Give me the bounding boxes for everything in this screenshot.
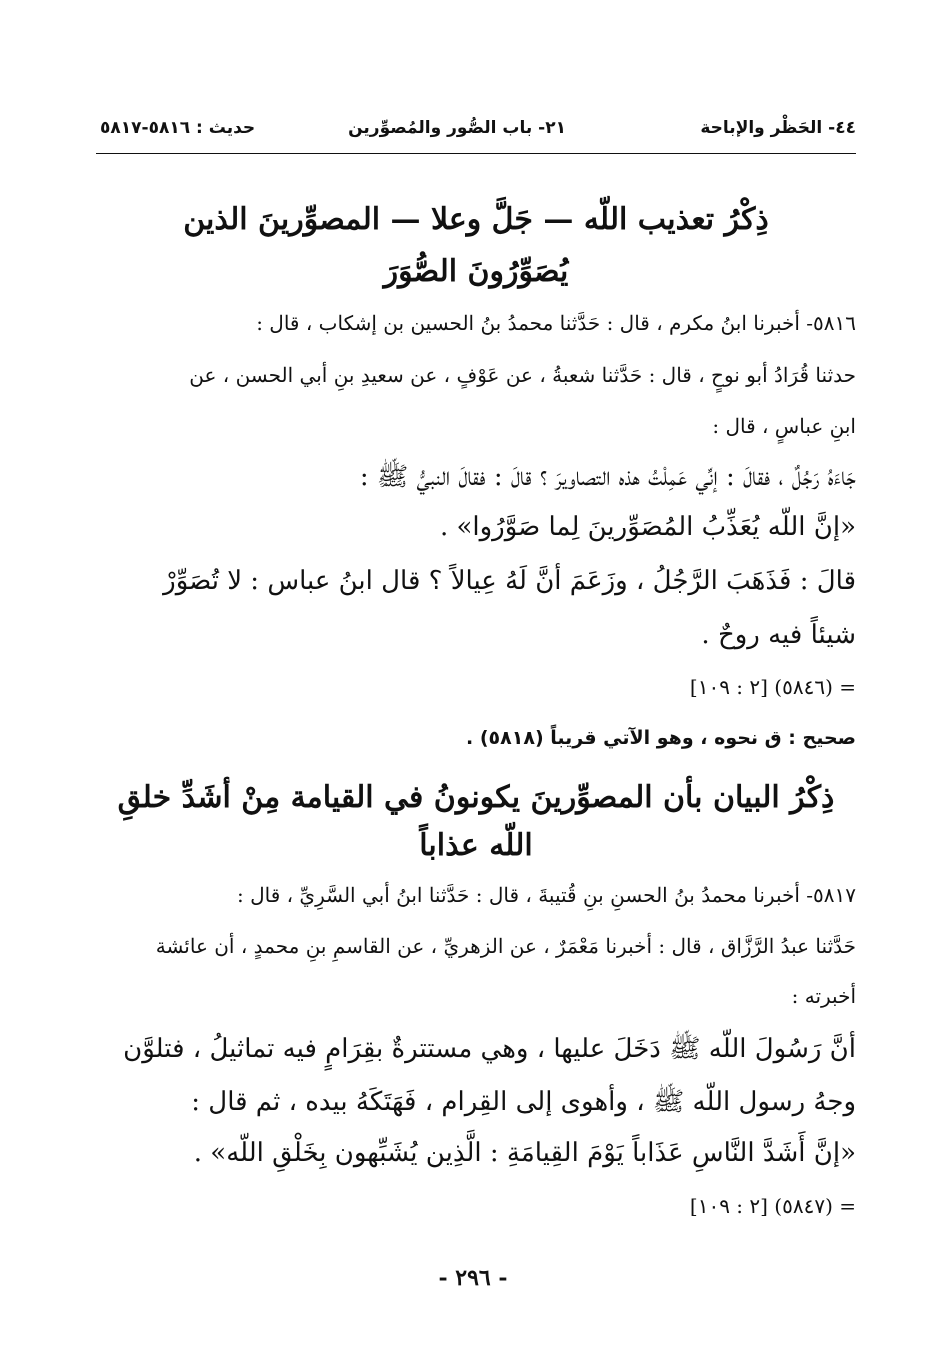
hadith-5816-isnad-line-3: ابنِ عباسٍ ، قال : — [712, 414, 856, 438]
chapter-title: ٤٤- الحَظْر والإباحة — [700, 118, 856, 138]
hadith-5816-matn-line-2: «إنَّ اللّه يُعَذِّبُ المُصَوِّرينَ لِما صَوَّرُوا» . — [439, 512, 856, 542]
hadith-5817-matn-line-1: أنَّ رَسُولَ اللّه ﷺ دَخَلَ عليها ، وهي مستترةٌ بقِرَامٍ فيه تماثيلُ ، فتلوَّن — [123, 1034, 856, 1064]
hadith-5817-isnad-line-3: أخبرته : — [791, 984, 856, 1008]
hadith-5817-matn-line-2: وجهُ رسول اللّه ﷺ ، وأهوى إلى القِرام ، فَهَتَكَهُ بيده ، ثم قال : — [191, 1087, 856, 1117]
hadith-5817-isnad-line-1: ٥٨١٧- أخبرنا محمدُ بنُ الحسنِ بنِ قُتيبةَ ، قال : حَدَّثنا ابنُ أبي السَّرِيِّ ، قال : — [236, 883, 856, 907]
hadith-5817-isnad-line-2: حَدَّثنا عبدُ الرَّزَّاق ، قال : أخبرنا مَعْمَرٌ ، عن الزهريِّ ، عن القاسمِ بنِ محمدٍ ، أن عائشة — [155, 934, 856, 958]
section-2-heading-line-2: اللّه عذاباً — [419, 828, 533, 863]
section-1-heading-line-1: ذِكْرُ تعذيب اللّه — جَلَّ وعلا — المصوِّرينَ الذين — [183, 202, 769, 237]
section-2-heading-line-1: ذِكْرُ البيان بأن المصوِّرينَ يكونونُ في القيامة مِنْ أشَدِّ خلقِ — [117, 780, 835, 815]
hadith-5816-grading: صحيح : ق نحوه ، وهو الآتي قريباً (٥٨١٨) . — [466, 727, 856, 749]
page-number: - ٢٩٦ - — [438, 1265, 508, 1291]
section-1-heading-line-2: يُصَوِّرُونَ الصُّوَرَ — [383, 254, 569, 289]
hadith-5816-matn-line-3: قالَ : فَذَهَبَ الرَّجُلُ ، وزَعَمَ أنَّ لَهُ عِيالاً ؟ قال ابنُ عباس : لا تُصَوِّرْ — [163, 566, 856, 596]
hadith-5816-isnad-line-1: ٥٨١٦- أخبرنا ابنُ مكرم ، قال : حَدَّثنا محمدُ بنُ الحسين بن إشكاب ، قال : — [256, 311, 856, 335]
hadith-5817-reference: = (٥٨٤٧) [٢ : ١٠٩] — [689, 1194, 856, 1218]
running-header — [100, 112, 856, 146]
hadith-5816-matn-line-1: جَاءَهُ رَجُلٌ ، فقالَ : إنِّي عَمِلْتُ هذه التصاويرَ ؟ قالَ : فقالَ النبيُّ ﷺ : — [359, 462, 856, 492]
header-rule — [96, 153, 856, 154]
hadith-5816-reference: = (٥٨٤٦) [٢ : ١٠٩] — [689, 675, 856, 699]
section-title: ٢١- باب الصُّور والمُصوِّرين — [348, 118, 566, 138]
hadith-5816-matn-line-4: شيئاً فيه روحٌ . — [701, 620, 856, 650]
hadith-5816-isnad-line-2: حدثنا قُرَادُ أبو نوحٍ ، قال : حَدَّثنا شعبةُ ، عن عَوْفٍ ، عن سعيدِ بنِ أبي الحسن ، عن — [189, 363, 856, 387]
hadith-range: حديث : ٥٨١٦-٥٨١٧ — [100, 118, 256, 138]
hadith-5817-matn-line-3: «إنَّ أَشَدَّ النَّاسِ عَذَاباً يَوْمَ القِيامَةِ : الَّذِين يُشَبِّهون بِخَلْقِ اللّه» . — [193, 1138, 856, 1168]
